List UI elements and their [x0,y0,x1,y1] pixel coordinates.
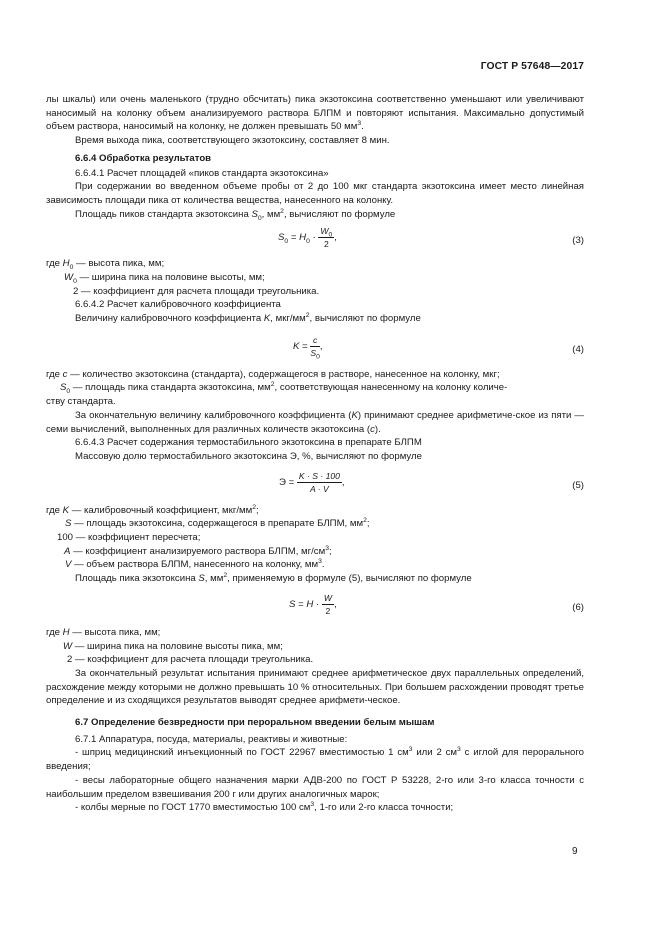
formula-4: K = $\frac{c}{S_0}$ , (4) [293,334,584,361]
formula-number: (5) [572,479,584,491]
list-item: - весы лабораторные общего назначения марки АДВ-200 по ГОСТ Р 53228, 2-го или 3-го класса точности с наибольшим пределом взвешивания 200 г или других аналогичных марок; [46,774,584,800]
paragraph: Время выхода пика, соответствующего экзотоксину, составляет 8 мин. [75,135,390,147]
paragraph: Массовую долю термостабильного экзотоксина Э, %, вычисляют по формуле [75,450,422,462]
formula-3: $S_0 = H_0$ · $\frac{W_0}{2}$ , (3) [278,226,584,250]
paragraph: За окончательный результат испытания принимают среднее арифметическое двух параллельных определений, расхождение между которыми не должно превышать 10 % относительных. При большем расхождении проводят третье определение и из сходящихся результатов выводят среднее арифмети-ческое. [46,667,584,707]
subsection-title: 6.6.4.3 Расчет содержания термостабильного экзотоксина в препарате БЛПМ [75,437,422,449]
formula-legend-3: где $H_0$ — высота пика, мм; $W_0$ — ширина пика на половине высоты, мм; 2 — коэффициент для расчета площади треугольника. [46,258,320,297]
section-title: 6.6.4 Обработка результатов [75,152,212,164]
list-item: - шприц медицинский инъекционный по ГОСТ 22967 вместимостью 1 $см^3$ или 2 $см^3$ с иглой для перорального введения; [46,746,585,773]
formula-legend-5: где K — калибровочный коэффициент, мкг/$мм^2$; S — площадь экзотоксина, содержащегося в препарате БЛПМ, $мм^2$; 100 — коэффициент пересчета; A — коэффициент анализируемого раствора БЛПМ, $мг/см^3$; V — объем раствора БЛПМ, нанесенного на колонку, $мм^3$. [46,503,370,571]
subsection-title: 6.6.4.2 Расчет калибровочного коэффициента [75,299,281,311]
formula-number: (4) [572,343,584,355]
formula-number: (6) [572,601,584,613]
formula-legend-6: где H — высота пика, мм; W — ширина пика на половине высоты пика, мм; 2 — коэффициент для расчета площади треугольника. [46,626,314,666]
page-number: 9 [572,846,578,857]
document-header: ГОСТ Р 57648—2017 [480,61,584,72]
paragraph: Площадь пика экзотоксина S, $мм^2$, применяемую в формуле (5), вычисляют по формуле [75,571,472,585]
formula-number: (3) [572,235,584,247]
section-title: 6.7 Определение безвредности при пероральном введении белым мышам [75,716,435,728]
formula-6: S = H · $\frac{W}{2}$ , (6) [289,592,584,616]
subsection-title: 6.7.1 Аппаратура, посуда, материалы, реактивы и животные: [75,733,348,745]
paragraph: лы шкалы) или очень маленького (трудно обсчитать) пика экзотоксина соответственно уменьшают или увеличивают наносимый на колонку объем анализируемого раствора БЛПМ и повторяют испытания. Максимально допустимый объем раствора, наносимый на колонку, не должен превышать 50 $мм^3$. [46,94,584,133]
paragraph: За окончательную величину калибровочного коэффициента (K) принимают среднее арифметиче-ское из пяти — семи вычислений, выполненных для различных количеств экзотоксина (c). [46,409,584,435]
formula-5: Э = $\frac{K \cdot S \cdot 100}{A \cdot V}$ , (5) [279,470,584,494]
paragraph: Величину калибровочного коэффициента K, мкг/$мм^2$, вычисляют по формуле [75,311,421,325]
page-content [46,93,584,815]
paragraph: Площадь пиков стандарта экзотоксина $S_0$, $мм^2$, вычисляют по формуле [75,207,396,222]
formula-legend-4: где c — количество экзотоксина (стандарта), содержащегося в растворе, нанесенное на колонку, мкг; $S_0$ — площадь пика стандарта экзотоксина, $мм^2$, соответствующая нанесенному на колонку количе- ству стандарта. [46,368,508,408]
subsection-title: 6.6.4.1 Расчет площадей «пиков стандарта экзотоксина» [75,167,329,179]
list-item: - колбы мерные по ГОСТ 1770 вместимостью 100 $см^3$, 1-го или 2-го класса точности; [75,801,454,814]
paragraph: При содержании во введенном объеме пробы от 2 до 100 мкг стандарта экзотоксина имеет место линейная зависимость площади пика от количества вещества, нанесенного на колонку. [46,181,584,206]
